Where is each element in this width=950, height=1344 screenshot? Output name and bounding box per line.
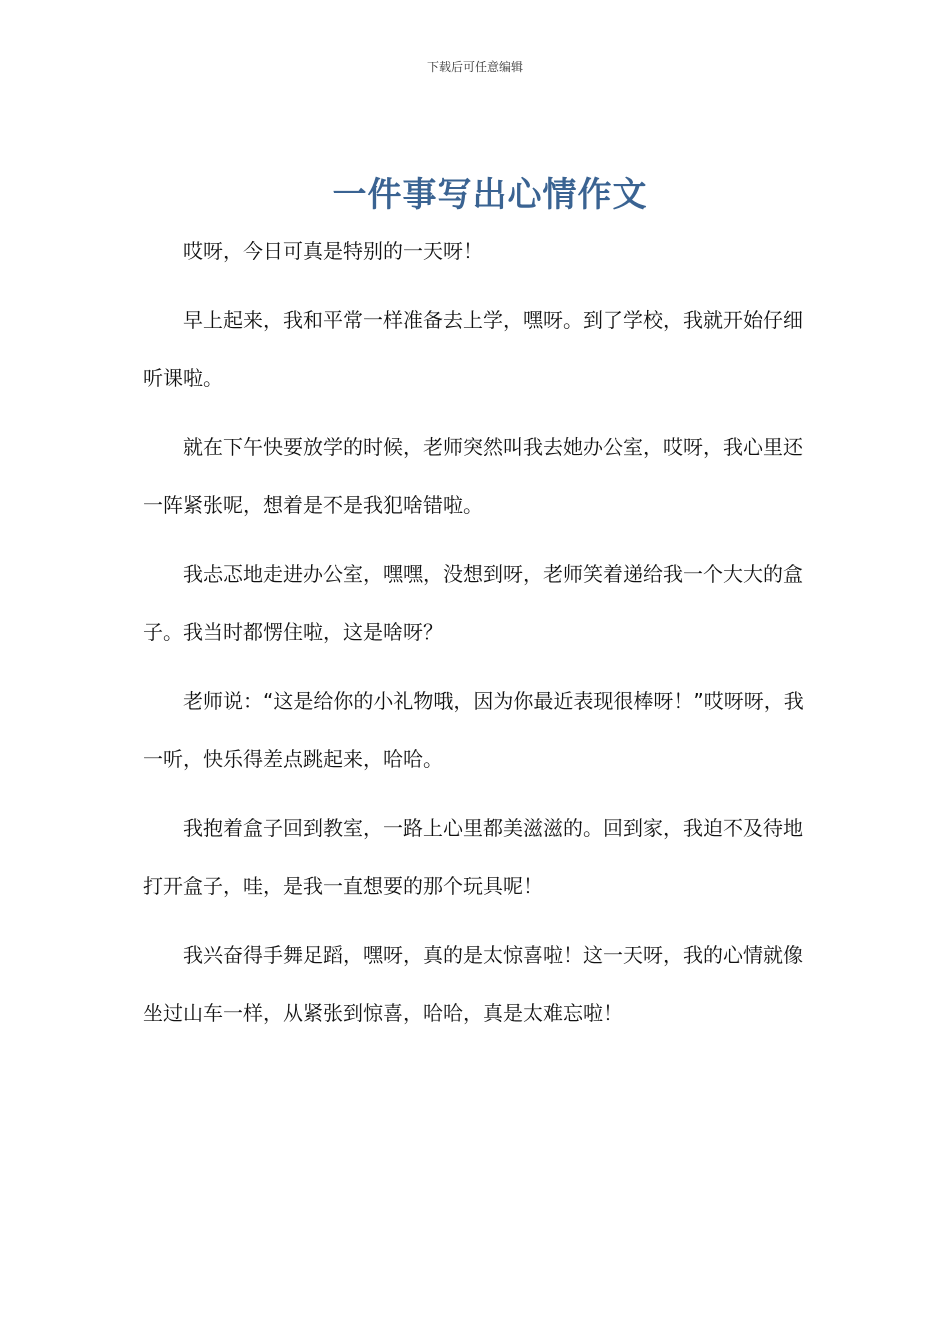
paragraph: 老师说：“这是给你的小礼物哦，因为你最近表现很棒呀！”哎呀呀，我一听，快乐得差点跳起来，哈哈。 (143, 689, 804, 771)
paragraph: 我兴奋得手舞足蹈，嘿呀，真的是太惊喜啦！这一天呀，我的心情就像坐过山车一样，从紧张到惊喜，哈哈，真是太难忘啦！ (143, 943, 803, 1025)
paragraph: 我抱着盒子回到教室，一路上心里都美滋滋的。回到家，我迫不及待地打开盒子，哇，是我一直想要的那个玩具呢！ (143, 816, 803, 898)
paragraph: 哎呀，今日可真是特别的一天呀！ (183, 239, 483, 263)
paragraph: 我忐忑地走进办公室，嘿嘿，没想到呀，老师笑着递给我一个大大的盒子。我当时都愣住啦，这是啥呀？ (143, 562, 803, 644)
header-note: 下载后可任意编辑 (426, 60, 523, 74)
document-title: 一件事写出心情作文 (332, 175, 648, 215)
paragraph: 早上起来，我和平常一样准备去上学，嘿呀。到了学校，我就开始仔细听课啦。 (143, 308, 803, 390)
paragraph: 就在下午快要放学的时候，老师突然叫我去她办公室，哎呀，我心里还一阵紧张呢，想着是不是我犯啥错啦。 (143, 435, 803, 517)
document-body (143, 222, 809, 1053)
